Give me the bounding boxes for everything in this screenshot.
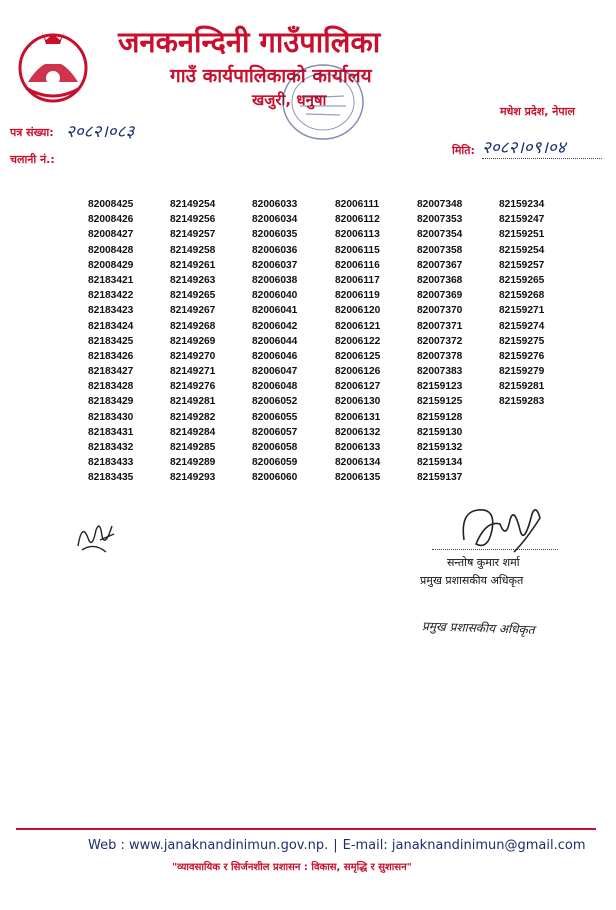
number-item: 82006044	[252, 335, 298, 347]
number-item: 82007368	[417, 274, 463, 286]
number-item: 82183432	[88, 442, 134, 453]
number-item: 82159257	[499, 259, 545, 271]
number-item: 82159279	[499, 366, 545, 378]
number-item: 82006033	[252, 199, 298, 210]
number-item: 82006047	[252, 366, 298, 378]
number-item: 82007378	[417, 350, 463, 362]
office-seal-stamp-icon	[278, 60, 368, 144]
number-item: 82183431	[88, 426, 134, 438]
number-item: 82006111	[335, 199, 380, 210]
number-item: 82183429	[88, 396, 134, 408]
number-item: 82006058	[252, 442, 298, 453]
number-item: 82006046	[252, 350, 298, 362]
number-item: 82149282	[170, 411, 216, 423]
footer-slogan: "व्यावसायिक र सिर्जनशील प्रशासन : विकास, समृद्धि र सुशासन"	[172, 862, 412, 873]
number-item: 82006113	[335, 229, 380, 241]
signer-name: सन्तोष कुमार शर्मा	[447, 556, 520, 569]
office-location: खजुरी, धनुषा	[252, 91, 327, 109]
number-item: 82183423	[88, 305, 134, 317]
number-item: 82183427	[88, 366, 134, 378]
number-item: 82183422	[88, 290, 134, 302]
number-item: 82006041	[252, 305, 298, 317]
number-item: 82007372	[417, 335, 463, 347]
number-item: 82183424	[88, 320, 134, 332]
footer-website: Web : www.janaknandinimun.gov.np.	[88, 838, 329, 853]
government-emblem-icon	[12, 24, 94, 106]
number-item: 82006034	[252, 214, 298, 226]
number-item: 82007354	[417, 229, 463, 241]
number-item: 82183421	[88, 274, 134, 286]
footer-divider	[16, 828, 596, 830]
number-column	[499, 197, 577, 410]
organization-name: जनकनन्दिनी गाउँपालिका	[118, 25, 381, 59]
number-item: 82007369	[417, 290, 463, 302]
number-item: 82159132	[417, 442, 463, 453]
number-item: 82159283	[499, 396, 545, 408]
number-column	[335, 197, 413, 486]
number-item: 82007370	[417, 305, 463, 317]
number-item: 82006060	[252, 472, 298, 484]
number-item: 82159123	[417, 381, 463, 393]
number-item: 82006055	[252, 411, 298, 423]
number-item: 82183430	[88, 411, 134, 423]
reference-number-label: पत्र संख्या:	[10, 126, 54, 139]
number-item: 82149276	[170, 381, 216, 393]
number-item: 82006038	[252, 274, 298, 286]
number-item: 82006037	[252, 259, 298, 271]
number-item: 82006115	[335, 244, 380, 256]
number-item: 82006117	[335, 274, 380, 286]
number-item: 82006116	[335, 259, 380, 271]
number-item: 82159137	[417, 472, 463, 484]
number-item: 82183425	[88, 335, 134, 347]
number-column	[88, 197, 166, 486]
number-item: 82159265	[499, 274, 545, 286]
number-item: 82007367	[417, 259, 463, 271]
number-item: 82006120	[335, 305, 381, 317]
number-item: 82006119	[335, 290, 380, 302]
footer-separator: |	[333, 838, 338, 853]
number-item: 82149285	[170, 442, 216, 453]
number-item: 82007353	[417, 214, 463, 226]
office-name: गाउँ कार्यपालिकाको कार्यालय	[170, 65, 372, 87]
number-item: 82159275	[499, 335, 545, 347]
number-item: 82159251	[499, 229, 545, 241]
number-item: 82159271	[499, 305, 545, 317]
number-item: 82183426	[88, 350, 134, 362]
number-item: 82006135	[335, 472, 381, 484]
number-item: 82149265	[170, 290, 216, 302]
number-item: 82006121	[335, 320, 381, 332]
handwritten-title: प्रमुख प्रशासकीय अधिकृत	[421, 619, 535, 637]
number-item: 82006133	[335, 442, 381, 453]
number-item: 82149268	[170, 320, 216, 332]
number-item: 82183433	[88, 457, 134, 469]
number-column	[417, 197, 495, 486]
number-column	[170, 197, 248, 486]
number-item: 82008428	[88, 244, 134, 256]
signer-title: प्रमुख प्रशासकीय अधिकृत	[420, 574, 524, 587]
number-item: 82006127	[335, 381, 381, 393]
reference-number-value: २०८२।०८३	[66, 122, 135, 142]
number-item: 82149281	[170, 396, 216, 408]
number-item: 82149261	[170, 259, 216, 271]
number-item: 82008427	[88, 229, 134, 241]
number-item: 82006132	[335, 426, 381, 438]
number-item: 82006035	[252, 229, 298, 241]
number-item: 82159281	[499, 381, 545, 393]
number-item: 82006052	[252, 396, 298, 408]
number-item: 82149284	[170, 426, 216, 438]
signature-line	[432, 549, 558, 550]
date-label: मिति:	[452, 144, 475, 157]
number-item: 82006059	[252, 457, 298, 469]
province-label: मधेश प्रदेश, नेपाल	[500, 105, 575, 118]
number-item: 82006130	[335, 396, 381, 408]
number-item: 82006126	[335, 366, 381, 378]
number-item: 82006122	[335, 335, 381, 347]
number-item: 82149293	[170, 472, 216, 484]
number-item: 82006134	[335, 457, 381, 469]
dispatch-number-label: चलानी नं.:	[10, 153, 55, 166]
number-item: 82149270	[170, 350, 216, 362]
date-value: २०८२।०९।०४	[482, 135, 602, 159]
number-item: 82149254	[170, 199, 216, 210]
number-item: 82006112	[335, 214, 380, 226]
number-item: 82007383	[417, 366, 463, 378]
number-item: 82149269	[170, 335, 216, 347]
number-item: 82159268	[499, 290, 545, 302]
number-item: 82183435	[88, 472, 134, 484]
number-item: 82149256	[170, 214, 216, 226]
number-item: 82159125	[417, 396, 463, 408]
number-item: 82149258	[170, 244, 216, 256]
number-item: 82006048	[252, 381, 298, 393]
number-item: 82007358	[417, 244, 463, 256]
number-item: 82007348	[417, 199, 463, 210]
number-item: 82159128	[417, 411, 463, 423]
number-item: 82006042	[252, 320, 298, 332]
number-item: 82006125	[335, 350, 381, 362]
number-item: 82149271	[170, 366, 216, 378]
number-item: 82149257	[170, 229, 216, 241]
number-item: 82159254	[499, 244, 545, 256]
number-item: 82159130	[417, 426, 463, 438]
footer-contact	[88, 838, 586, 853]
handwritten-initials-icon	[72, 516, 118, 556]
number-item: 82007371	[417, 320, 463, 332]
number-item: 82159274	[499, 320, 545, 332]
footer-email: E-mail: janaknandinimun@gmail.com	[342, 838, 586, 853]
number-item: 82159247	[499, 214, 545, 226]
number-item: 82008425	[88, 199, 134, 210]
number-item: 82149263	[170, 274, 216, 286]
number-item: 82149289	[170, 457, 216, 469]
number-item: 82006040	[252, 290, 298, 302]
number-item: 82006131	[335, 411, 381, 423]
number-item: 82149267	[170, 305, 216, 317]
number-item: 82183428	[88, 381, 134, 393]
number-item: 82008426	[88, 214, 134, 226]
number-item: 82159134	[417, 457, 463, 469]
number-item: 82006036	[252, 244, 298, 256]
number-item: 82159234	[499, 199, 545, 210]
number-item: 82008429	[88, 259, 134, 271]
number-item: 82006057	[252, 426, 298, 438]
number-item: 82159276	[499, 350, 545, 362]
number-column	[252, 197, 330, 486]
